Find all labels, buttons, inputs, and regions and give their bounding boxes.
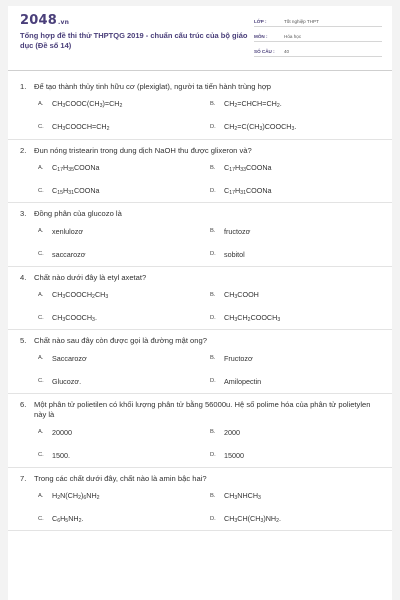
question-list [8, 76, 392, 531]
option-letter: A. [38, 429, 44, 435]
meta-key: MÔN : [254, 34, 268, 39]
answer-option[interactable] [38, 116, 210, 139]
option-text: $CH_3COOCH_3$. [52, 312, 97, 323]
answer-options [20, 421, 382, 467]
option-letter: C. [38, 515, 44, 522]
option-letter: D. [210, 124, 216, 130]
option-letter: D. [210, 378, 216, 384]
subscript: 2 [92, 293, 95, 300]
question-block [8, 140, 392, 204]
answer-option[interactable] [210, 370, 380, 393]
subscript: 17 [57, 166, 63, 173]
option-letter: C. [38, 124, 44, 130]
question-block [8, 330, 392, 394]
question-number: 7. [20, 473, 27, 483]
question-text: Đồng phân của glucozo là [34, 209, 122, 218]
answer-option[interactable] [38, 347, 210, 370]
answer-option[interactable] [210, 220, 380, 243]
option-letter: C. [38, 452, 44, 458]
option-letter: B. [210, 429, 216, 435]
option-text: Saccarozơ [52, 353, 87, 363]
document-page [8, 6, 392, 600]
subscript: 15 [57, 189, 63, 196]
option-text: 15000 [224, 450, 244, 460]
document-header [8, 6, 392, 68]
answer-option[interactable] [210, 283, 380, 306]
option-letter: C. [38, 251, 44, 257]
option-letter: B. [210, 355, 216, 361]
subscript: 3 [234, 293, 238, 300]
question-number: 3. [20, 209, 27, 218]
subscript: 3 [62, 103, 66, 109]
option-text: $CH_3COOC(CH_3)=CH_2$ [52, 99, 123, 109]
option-text: Glucozơ. [52, 376, 82, 386]
option-text: 20000 [52, 427, 72, 437]
option-letter: B. [210, 101, 216, 107]
question-stem [20, 400, 382, 421]
exam-meta [254, 15, 382, 60]
answer-options [20, 220, 382, 266]
option-text: $C_{17}H_{35}COONa$ [52, 162, 100, 173]
answer-option[interactable] [38, 370, 210, 393]
answer-options [20, 484, 382, 530]
subscript: 3 [62, 293, 66, 300]
option-text: $H_2N(CH_2)_6NH_2$ [52, 490, 100, 501]
document-title: Tổng hợp đề thi thử THPTQG 2019 - chuẩn cấu trúc của bộ giáo dục (Đề số 14) [20, 31, 248, 50]
subscript: 31 [68, 189, 74, 196]
subscript: 3 [99, 103, 103, 109]
subscript: 3 [260, 517, 264, 524]
answer-option[interactable] [210, 507, 380, 530]
option-text: $C_{17}H_{33}COONa$ [224, 162, 272, 173]
question-number: 5. [20, 336, 27, 345]
option-letter: A. [38, 228, 44, 234]
option-letter: C. [38, 314, 44, 321]
option-text: $CH_2=C(CH_3)COOCH_3$. [224, 122, 297, 132]
meta-value: Hóa học [284, 34, 302, 39]
subscript: 3 [259, 126, 263, 132]
meta-row [254, 15, 382, 27]
subscript: 33 [240, 166, 246, 173]
subscript: 17 [229, 166, 235, 173]
question-stem [20, 209, 382, 220]
question-number: 1. [20, 82, 27, 91]
question-text: Một phân tử polietilen có khối lượng phân tử bằng 56000u. Hệ số polime hóa của phân tử polietylen này là [34, 399, 371, 419]
subscript: 3 [277, 316, 281, 323]
subscript: 2 [106, 126, 110, 132]
answer-option[interactable] [38, 306, 210, 329]
subscript: 3 [92, 316, 95, 323]
option-text: $CH_2=CHCH=CH_2$. [224, 99, 282, 109]
subscript: 3 [234, 316, 238, 323]
option-text: Amilopectin [224, 376, 262, 386]
option-letter: D. [210, 187, 216, 194]
option-text: 2000 [224, 427, 240, 437]
option-text: sobitol [224, 249, 245, 259]
question-text: Chất nào dưới đây là etyl axetat? [34, 272, 147, 282]
answer-options [20, 156, 382, 202]
answer-options [20, 283, 382, 329]
option-text: $CH_3NHCH_3$ [224, 490, 261, 501]
answer-option[interactable] [38, 444, 210, 467]
option-text: xenlulozơ [52, 226, 84, 236]
subscript: 31 [240, 189, 246, 196]
answer-option[interactable] [210, 156, 380, 179]
option-text: $CH_3COOCH=CH_2$ [52, 122, 110, 132]
option-letter: A. [38, 492, 44, 499]
subscript: 2 [276, 517, 279, 524]
question-block [8, 267, 392, 331]
question-text: Để tạo thành thủy tinh hữu cơ (plexiglat), người ta tiến hành trùng hợp [34, 82, 272, 91]
option-letter: D. [210, 251, 216, 257]
answer-option[interactable] [38, 93, 210, 116]
option-letter: C. [38, 187, 44, 194]
option-letter: A. [38, 164, 44, 171]
question-text: Đun nóng tristearin trong dung dịch NaOH thu được glixeron và? [34, 145, 252, 155]
question-stem [20, 273, 382, 284]
subscript: 2 [234, 103, 238, 109]
subscript: 2 [78, 494, 81, 501]
option-letter: D. [210, 314, 216, 321]
question-block [8, 76, 392, 140]
subscript: 35 [68, 166, 74, 173]
subscript: 17 [229, 189, 235, 196]
option-letter: C. [38, 378, 44, 384]
option-text: $CH_3COOH$ [224, 289, 259, 300]
subscript: 3 [234, 517, 238, 524]
subscript: 3 [105, 293, 109, 300]
option-text: 1500. [52, 450, 70, 460]
option-text: $CH_3CH_2COOCH_3$ [224, 312, 281, 323]
subscript: 2 [119, 103, 123, 109]
option-letter: A. [38, 291, 44, 298]
answer-option[interactable] [38, 421, 210, 444]
answer-option[interactable] [38, 243, 210, 266]
answer-option[interactable] [210, 444, 380, 467]
meta-row [254, 30, 382, 42]
answer-option[interactable] [210, 484, 380, 507]
answer-option[interactable] [38, 507, 210, 530]
subscript: 5 [65, 517, 69, 524]
meta-key: LỚP : [254, 19, 267, 24]
answer-option[interactable] [210, 421, 380, 444]
answer-option[interactable] [38, 220, 210, 243]
answer-option[interactable] [210, 93, 380, 116]
question-number: 4. [20, 272, 27, 282]
question-text: Chất nào sau đây còn được gọi là đường mật ong? [34, 336, 207, 345]
answer-option[interactable] [210, 347, 380, 370]
option-text: saccarozơ [52, 249, 86, 259]
option-text: $C_{17}H_{31}COONa$ [224, 185, 272, 196]
option-letter: B. [210, 228, 216, 234]
meta-value: Tốt nghiệp THPT [284, 19, 319, 24]
answer-options [20, 93, 382, 139]
meta-row [254, 45, 382, 57]
answer-option[interactable] [210, 243, 380, 266]
subscript: 3 [291, 126, 295, 132]
answer-option[interactable] [210, 306, 380, 329]
option-letter: B. [210, 492, 216, 499]
option-letter: A. [38, 355, 44, 361]
subscript: 2 [276, 103, 280, 109]
answer-option[interactable] [38, 179, 210, 202]
question-text: Trong các chất dưới đây, chất nào là amin bậc hai? [34, 473, 207, 483]
option-text: $CH_3CH(CH_3)NH_2$. [224, 513, 281, 524]
answer-option[interactable] [210, 116, 380, 139]
question-block [8, 468, 392, 532]
meta-key: SỐ CÂU : [254, 49, 275, 54]
subscript: 3 [234, 494, 238, 501]
question-stem [20, 474, 382, 485]
question-block [8, 394, 392, 468]
option-letter: D. [210, 452, 216, 458]
subscript: 2 [247, 316, 251, 323]
subscript: 2 [57, 494, 61, 501]
option-text: Fructozơ [224, 353, 253, 363]
answer-option[interactable] [210, 179, 380, 202]
brand-main: 2048 [20, 13, 57, 28]
question-number: 6. [20, 399, 27, 409]
subscript: 3 [62, 316, 66, 323]
option-letter: B. [210, 291, 216, 298]
question-block [8, 203, 392, 267]
option-letter: A. [38, 101, 44, 107]
subscript: 6 [57, 517, 61, 524]
site-logo[interactable] [20, 13, 69, 28]
answer-option[interactable] [38, 156, 210, 179]
subscript: 2 [78, 517, 82, 524]
header-divider [8, 70, 392, 71]
subscript: 3 [258, 494, 261, 501]
question-number: 2. [20, 145, 27, 155]
option-letter: D. [210, 515, 216, 522]
option-text: fructozơ [224, 226, 251, 236]
answer-option[interactable] [38, 484, 210, 507]
subscript: 3 [62, 126, 66, 132]
brand-suffix: .vn [57, 19, 70, 26]
subscript: 2 [234, 126, 238, 132]
subscript: 2 [96, 494, 100, 501]
subscript: 6 [83, 494, 87, 501]
option-text: $C_6H_5NH_2$. [52, 513, 84, 524]
question-stem [20, 82, 382, 93]
question-stem [20, 336, 382, 347]
option-text: $CH_3COOCH_2CH_3$ [52, 289, 109, 300]
question-stem [20, 146, 382, 157]
meta-value: 40 [284, 49, 290, 54]
answer-option[interactable] [38, 283, 210, 306]
answer-options [20, 347, 382, 393]
option-letter: B. [210, 164, 216, 171]
option-text: $C_{15}H_{31}COONa$ [52, 185, 100, 196]
